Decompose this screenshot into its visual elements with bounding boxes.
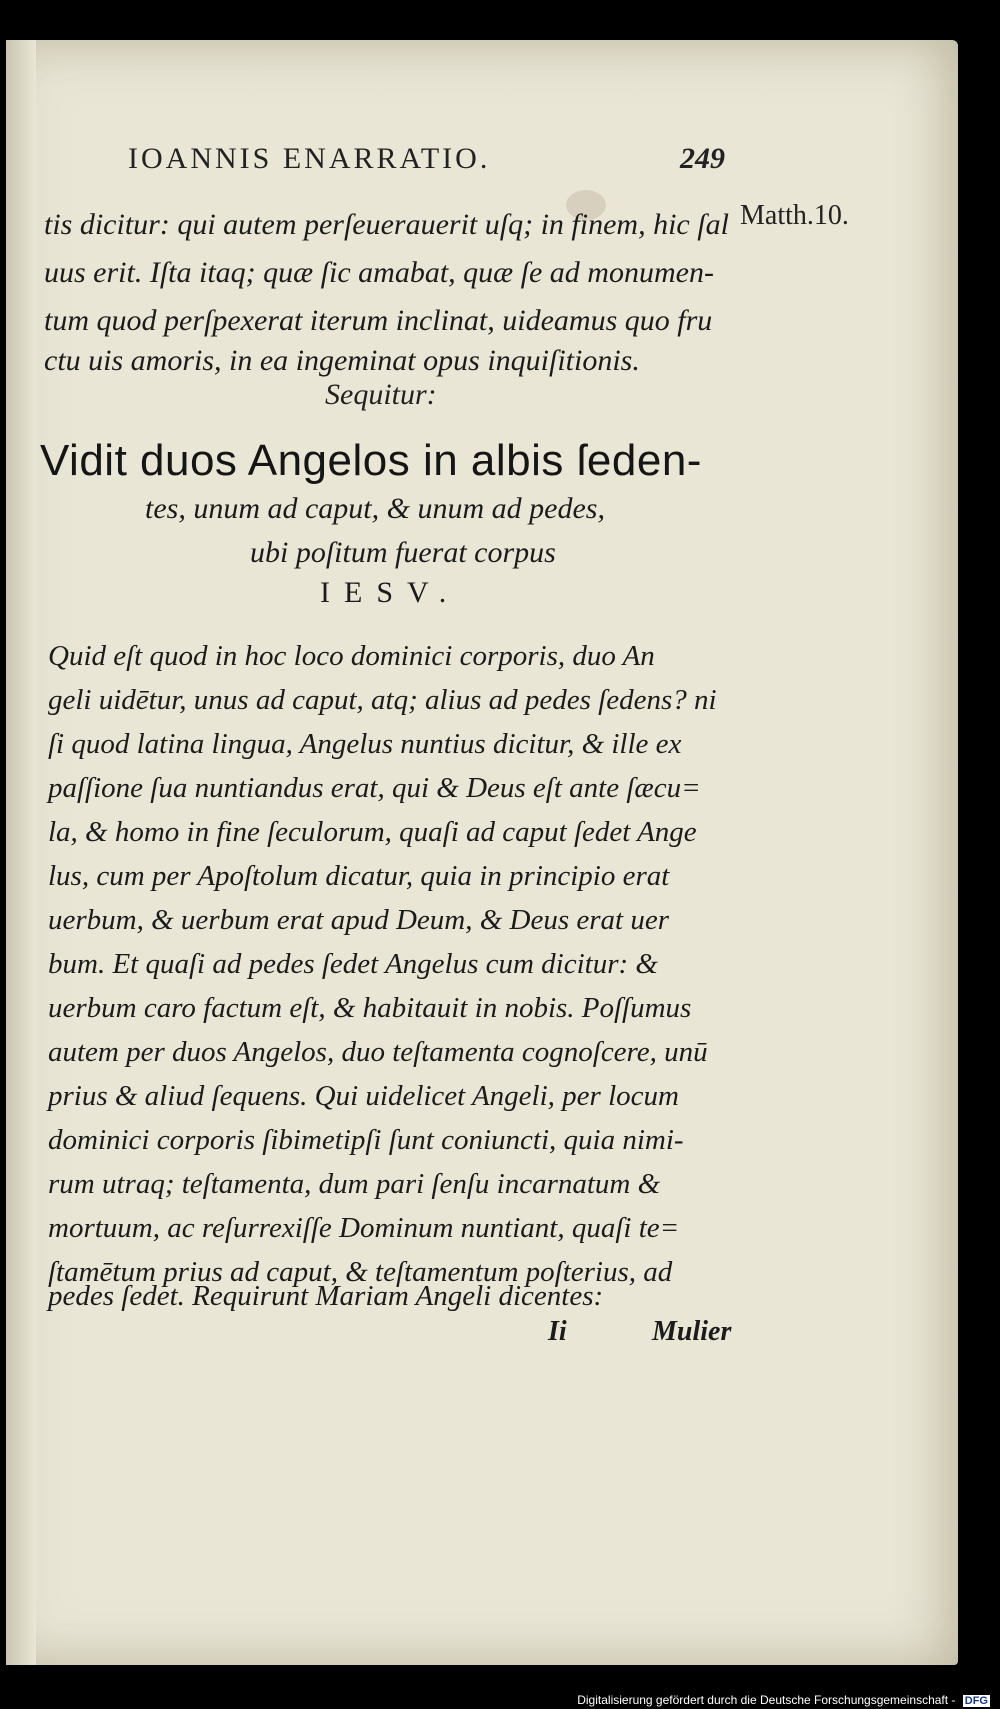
verse-subline: ubi poſitum fuerat corpus [250,536,556,569]
body-line: bum. Et quaſi ad pedes ſedet Angelus cum dicitur: & [48,948,658,980]
intro-line: tum quod perſpexerat iterum inclinat, uideamus quo fru [44,304,713,337]
body-line: ſi quod latina lingua, Angelus nuntius dicitur, & ille ex [48,728,682,760]
dfg-logo: DFG [964,1695,988,1707]
body-line: la, & homo in fine ſeculorum, quaſi ad caput ſedet Ange [48,816,697,848]
body-line: lus, cum per Apoſtolum dicatur, quia in principio erat [48,860,670,892]
credit-text: Digitalisierung gefördert durch die Deutsche Forschungsgemeinschaft - [577,1693,956,1707]
page-spine-shadow [6,40,36,1665]
body-line: rum utraq; teſtamenta, dum pari ſenſu incarnatum & [48,1168,661,1200]
page-number: 249 [680,142,725,175]
body-line: uerbum, & uerbum erat apud Deum, & Deus erat uer [48,904,670,936]
verse-subline: tes, unum ad caput, & unum ad pedes, [145,492,605,525]
body-line: mortuum, ac reſurrexiſſe Dominum nuntiant, quaſi te= [48,1212,680,1244]
running-head: IOANNIS ENARRATIO. [128,142,491,175]
intro-line: ctu uis amoris, in ea ingeminat opus inquiſitionis. [44,344,640,377]
body-line: prius & aliud ſequens. Qui uidelicet Angeli, per locum [48,1080,679,1112]
verse-name: IESV. [320,576,461,609]
digitization-credit [577,1693,990,1707]
body-line: ſtamētum prius ad caput, & teſtamentum poſterius, ad [48,1256,673,1288]
intro-line: tis dicitur: qui autem perſeuerauerit uſq; in finem, hic ſal [44,208,729,241]
body-line: uerbum caro factum eſt, & habitauit in nobis. Poſſumus [48,992,692,1024]
verse-heading: Vidit duos Angelos in albis ſeden- [40,436,702,485]
body-line: Quid eſt quod in hoc loco dominici corporis, duo An [48,640,655,672]
body-line: autem per duos Angelos, duo teſtamenta cognoſcere, unū [48,1036,708,1068]
body-line: paſſione ſua nuntiandus erat, qui & Deus eſt ante ſæcu= [48,772,701,804]
body-line: geli uidētur, unus ad caput, atq; alius ad pedes ſedens? ni [48,684,717,716]
catchword: Mulier [652,1316,732,1347]
sequitur-label: Sequitur: [325,378,437,411]
signature-mark: Ii [548,1316,567,1347]
body-line: dominici corporis ſibimetipſi ſunt coniuncti, quia nimi- [48,1124,684,1156]
body-line: pedes ſedet. Requirunt Mariam Angeli dicentes: [48,1280,604,1312]
margin-note: Matth.10. [740,200,849,231]
intro-line: uus erit. Iſta itaq; quæ ſic amabat, quæ ſe ad monumen- [44,256,714,289]
